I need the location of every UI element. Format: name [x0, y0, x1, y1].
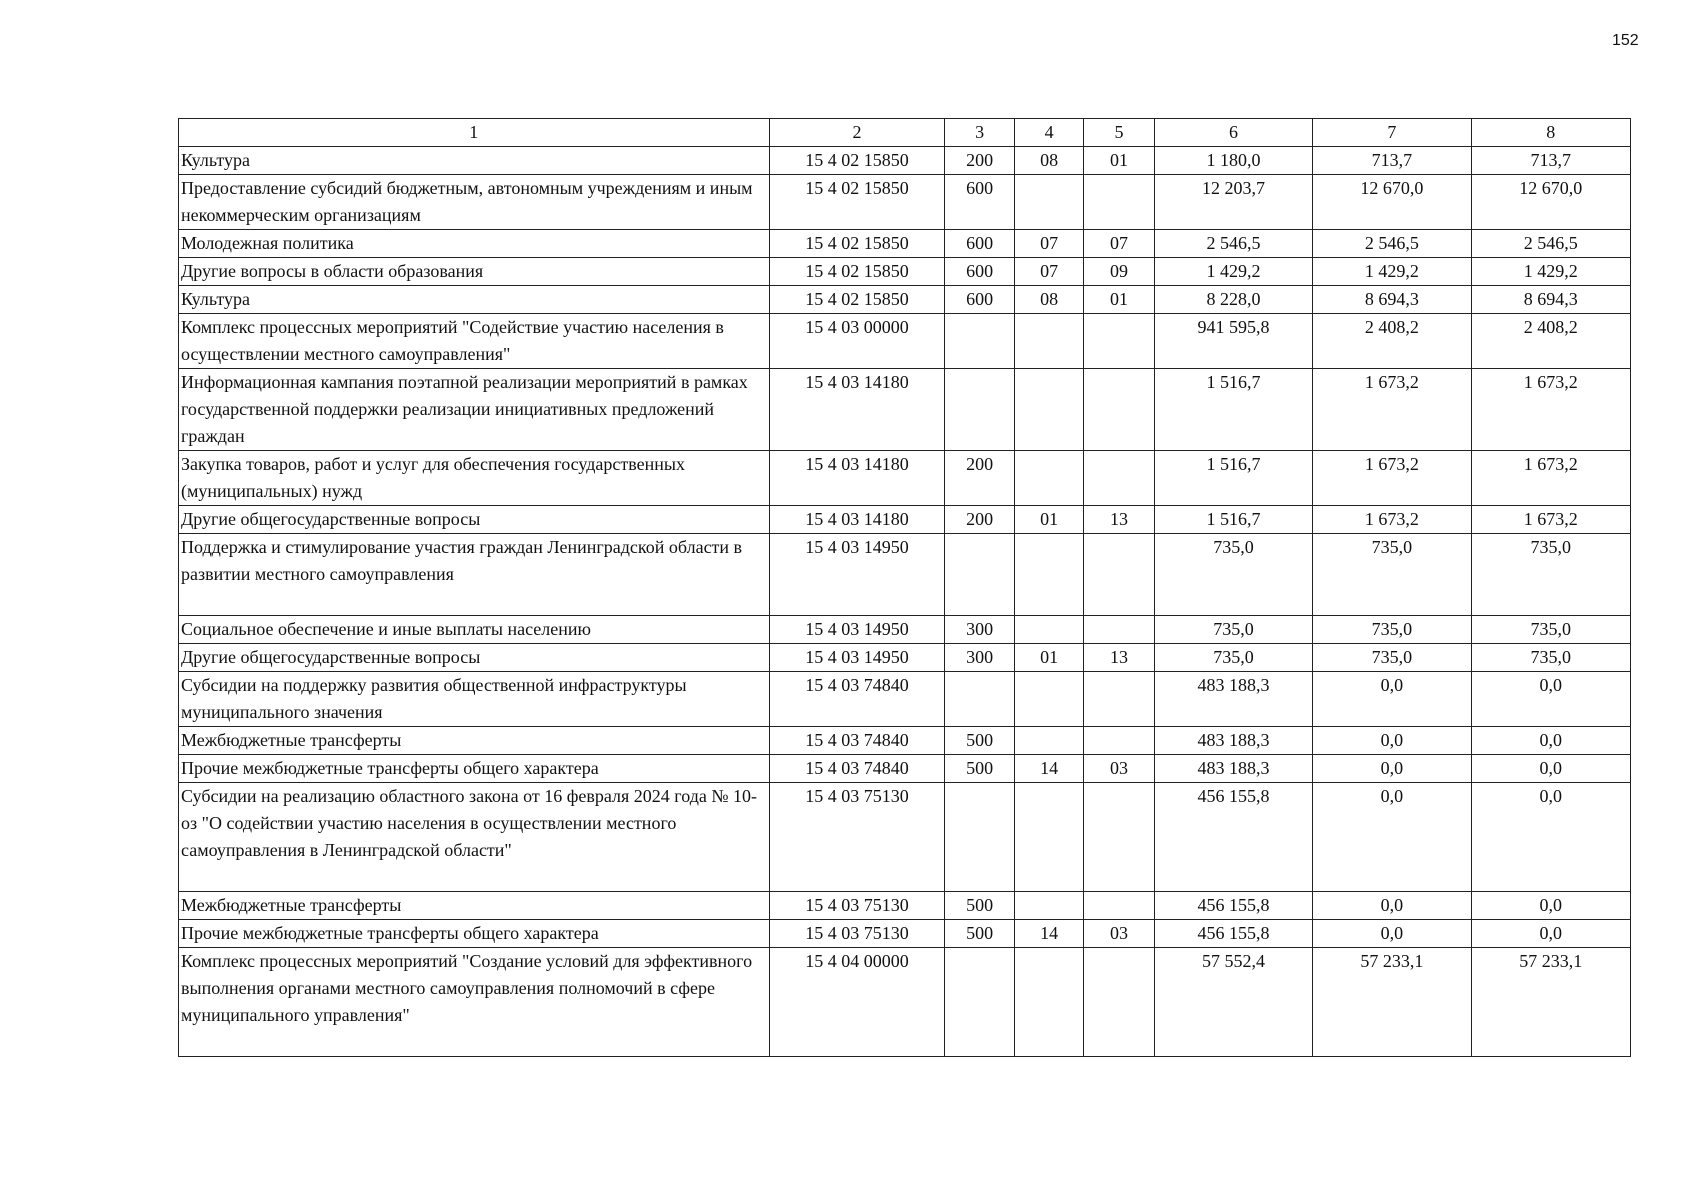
row-value7-cell: 0,0: [1313, 727, 1471, 755]
row-col3-cell: [945, 783, 1014, 892]
row-value8-cell: 0,0: [1471, 672, 1630, 727]
row-col3-cell: 200: [945, 451, 1014, 506]
table-row: [179, 616, 1631, 644]
row-value8-cell: 735,0: [1471, 616, 1630, 644]
table-row: [179, 147, 1631, 175]
row-value6-cell: 735,0: [1154, 644, 1312, 672]
row-col5-cell: 09: [1084, 258, 1155, 286]
row-value8-cell: 0,0: [1471, 892, 1630, 920]
row-value6-cell: 483 188,3: [1154, 672, 1312, 727]
table-row: [179, 286, 1631, 314]
table-row: [179, 258, 1631, 286]
row-col3-cell: 500: [945, 920, 1014, 948]
table-row: [179, 534, 1631, 616]
row-value7-cell: 2 546,5: [1313, 230, 1471, 258]
row-col5-cell: [1084, 534, 1155, 616]
row-value8-cell: 0,0: [1471, 727, 1630, 755]
row-value7-cell: 1 429,2: [1313, 258, 1471, 286]
row-code-cell: 15 4 03 75130: [769, 783, 945, 892]
row-name-cell: Поддержка и стимулирование участия граждан Ленинградской области в развитии местного самоуправления: [179, 534, 770, 616]
row-col4-cell: 08: [1014, 147, 1083, 175]
row-value7-cell: 735,0: [1313, 534, 1471, 616]
table-row: [179, 644, 1631, 672]
row-col3-cell: 200: [945, 506, 1014, 534]
row-col5-cell: 13: [1084, 644, 1155, 672]
row-code-cell: 15 4 03 74840: [769, 672, 945, 727]
row-col4-cell: 14: [1014, 755, 1083, 783]
row-value8-cell: 0,0: [1471, 783, 1630, 892]
row-value7-cell: 0,0: [1313, 892, 1471, 920]
row-code-cell: 15 4 03 14180: [769, 451, 945, 506]
row-name-cell: Субсидии на реализацию областного закона от 16 февраля 2024 года № 10-оз "О содействии участию населения в осуществлении местного самоуправления в Ленинградской области": [179, 783, 770, 892]
table-row: [179, 755, 1631, 783]
row-col4-cell: [1014, 616, 1083, 644]
row-name-cell: Культура: [179, 147, 770, 175]
row-value7-cell: 735,0: [1313, 644, 1471, 672]
row-col4-cell: 07: [1014, 258, 1083, 286]
row-value6-cell: 735,0: [1154, 616, 1312, 644]
row-col4-cell: [1014, 948, 1083, 1057]
row-col5-cell: [1084, 948, 1155, 1057]
row-col4-cell: 01: [1014, 506, 1083, 534]
row-name-cell: Межбюджетные трансферты: [179, 892, 770, 920]
row-col5-cell: [1084, 175, 1155, 230]
row-name-cell: Культура: [179, 286, 770, 314]
row-code-cell: 15 4 02 15850: [769, 230, 945, 258]
row-value6-cell: 483 188,3: [1154, 727, 1312, 755]
row-col3-cell: 500: [945, 727, 1014, 755]
row-value6-cell: 57 552,4: [1154, 948, 1312, 1057]
row-value8-cell: 1 673,2: [1471, 451, 1630, 506]
header-cell: 4: [1014, 119, 1083, 147]
row-value8-cell: 1 429,2: [1471, 258, 1630, 286]
row-name-cell: Комплекс процессных мероприятий "Содействие участию населения в осуществлении местного самоуправления": [179, 314, 770, 369]
row-code-cell: 15 4 03 14950: [769, 534, 945, 616]
row-col3-cell: 600: [945, 258, 1014, 286]
table-row: [179, 314, 1631, 369]
row-col5-cell: [1084, 727, 1155, 755]
row-value8-cell: 12 670,0: [1471, 175, 1630, 230]
row-name-cell: Прочие межбюджетные трансферты общего характера: [179, 920, 770, 948]
row-col3-cell: [945, 369, 1014, 451]
table-row: [179, 506, 1631, 534]
row-col3-cell: 500: [945, 755, 1014, 783]
row-code-cell: 15 4 03 00000: [769, 314, 945, 369]
row-value8-cell: 1 673,2: [1471, 506, 1630, 534]
row-value7-cell: 8 694,3: [1313, 286, 1471, 314]
table-row: [179, 920, 1631, 948]
row-col3-cell: [945, 672, 1014, 727]
row-name-cell: Закупка товаров, работ и услуг для обеспечения государственных (муниципальных) нужд: [179, 451, 770, 506]
row-value7-cell: 0,0: [1313, 920, 1471, 948]
row-value8-cell: 0,0: [1471, 755, 1630, 783]
row-code-cell: 15 4 03 74840: [769, 727, 945, 755]
header-cell: 6: [1154, 119, 1312, 147]
row-name-cell: Комплекс процессных мероприятий "Создание условий для эффективного выполнения органами местного самоуправления полномочий в сфере муниципального управления": [179, 948, 770, 1057]
row-code-cell: 15 4 03 74840: [769, 755, 945, 783]
row-value7-cell: 735,0: [1313, 616, 1471, 644]
row-name-cell: Субсидии на поддержку развития общественной инфраструктуры муниципального значения: [179, 672, 770, 727]
row-code-cell: 15 4 04 00000: [769, 948, 945, 1057]
row-col4-cell: 08: [1014, 286, 1083, 314]
row-value6-cell: 456 155,8: [1154, 892, 1312, 920]
row-col5-cell: [1084, 451, 1155, 506]
header-cell: 7: [1313, 119, 1471, 147]
row-code-cell: 15 4 02 15850: [769, 175, 945, 230]
header-cell: 2: [769, 119, 945, 147]
row-code-cell: 15 4 03 75130: [769, 892, 945, 920]
row-value6-cell: 456 155,8: [1154, 783, 1312, 892]
row-col4-cell: [1014, 672, 1083, 727]
row-col5-cell: 01: [1084, 286, 1155, 314]
row-col5-cell: [1084, 892, 1155, 920]
row-col3-cell: [945, 948, 1014, 1057]
row-name-cell: Молодежная политика: [179, 230, 770, 258]
row-code-cell: 15 4 03 14950: [769, 616, 945, 644]
row-col5-cell: 03: [1084, 920, 1155, 948]
row-col3-cell: [945, 534, 1014, 616]
table-header-row: [179, 119, 1631, 147]
row-value8-cell: 2 546,5: [1471, 230, 1630, 258]
row-value6-cell: 1 516,7: [1154, 506, 1312, 534]
header-cell: 3: [945, 119, 1014, 147]
row-value8-cell: 1 673,2: [1471, 369, 1630, 451]
row-col5-cell: [1084, 369, 1155, 451]
row-value7-cell: 57 233,1: [1313, 948, 1471, 1057]
row-value8-cell: 735,0: [1471, 534, 1630, 616]
row-value8-cell: 2 408,2: [1471, 314, 1630, 369]
budget-table: [178, 118, 1631, 1057]
row-col4-cell: [1014, 369, 1083, 451]
row-col3-cell: 600: [945, 286, 1014, 314]
row-col5-cell: [1084, 783, 1155, 892]
table-row: [179, 783, 1631, 892]
row-col3-cell: 600: [945, 230, 1014, 258]
row-value8-cell: 57 233,1: [1471, 948, 1630, 1057]
row-name-cell: Предоставление субсидий бюджетным, автономным учреждениям и иным некоммерческим организациям: [179, 175, 770, 230]
table-row: [179, 892, 1631, 920]
table-row: [179, 451, 1631, 506]
row-value6-cell: 483 188,3: [1154, 755, 1312, 783]
row-value6-cell: 8 228,0: [1154, 286, 1312, 314]
row-value6-cell: 735,0: [1154, 534, 1312, 616]
row-col4-cell: [1014, 892, 1083, 920]
row-value7-cell: 0,0: [1313, 672, 1471, 727]
row-col5-cell: [1084, 672, 1155, 727]
row-value6-cell: 941 595,8: [1154, 314, 1312, 369]
table-row: [179, 948, 1631, 1057]
row-col5-cell: 13: [1084, 506, 1155, 534]
row-value7-cell: 12 670,0: [1313, 175, 1471, 230]
row-value8-cell: 713,7: [1471, 147, 1630, 175]
row-value7-cell: 0,0: [1313, 755, 1471, 783]
row-value6-cell: 2 546,5: [1154, 230, 1312, 258]
row-value6-cell: 1 516,7: [1154, 369, 1312, 451]
row-col5-cell: 01: [1084, 147, 1155, 175]
row-col5-cell: [1084, 314, 1155, 369]
row-value8-cell: 735,0: [1471, 644, 1630, 672]
row-name-cell: Другие вопросы в области образования: [179, 258, 770, 286]
row-col5-cell: [1084, 616, 1155, 644]
row-code-cell: 15 4 02 15850: [769, 258, 945, 286]
row-col3-cell: 500: [945, 892, 1014, 920]
header-cell: 1: [179, 119, 770, 147]
row-col4-cell: 14: [1014, 920, 1083, 948]
row-value7-cell: 2 408,2: [1313, 314, 1471, 369]
row-value7-cell: 1 673,2: [1313, 451, 1471, 506]
row-value7-cell: 0,0: [1313, 783, 1471, 892]
row-value6-cell: 12 203,7: [1154, 175, 1312, 230]
row-value6-cell: 456 155,8: [1154, 920, 1312, 948]
row-value7-cell: 1 673,2: [1313, 369, 1471, 451]
table-row: [179, 369, 1631, 451]
row-name-cell: Межбюджетные трансферты: [179, 727, 770, 755]
row-name-cell: Другие общегосударственные вопросы: [179, 506, 770, 534]
header-cell: 8: [1471, 119, 1630, 147]
row-value7-cell: 713,7: [1313, 147, 1471, 175]
table-row: [179, 727, 1631, 755]
row-value6-cell: 1 180,0: [1154, 147, 1312, 175]
row-col5-cell: 07: [1084, 230, 1155, 258]
row-col4-cell: [1014, 175, 1083, 230]
row-col4-cell: [1014, 727, 1083, 755]
row-col4-cell: [1014, 314, 1083, 369]
row-col3-cell: [945, 314, 1014, 369]
row-value8-cell: 8 694,3: [1471, 286, 1630, 314]
row-code-cell: 15 4 03 14950: [769, 644, 945, 672]
row-col3-cell: 200: [945, 147, 1014, 175]
row-name-cell: Социальное обеспечение и иные выплаты населению: [179, 616, 770, 644]
row-col3-cell: 300: [945, 644, 1014, 672]
row-col5-cell: 03: [1084, 755, 1155, 783]
row-col4-cell: 07: [1014, 230, 1083, 258]
row-col4-cell: 01: [1014, 644, 1083, 672]
table-row: [179, 175, 1631, 230]
row-col4-cell: [1014, 783, 1083, 892]
table-row: [179, 672, 1631, 727]
row-code-cell: 15 4 03 14180: [769, 506, 945, 534]
row-value6-cell: 1 429,2: [1154, 258, 1312, 286]
row-col3-cell: 600: [945, 175, 1014, 230]
row-code-cell: 15 4 02 15850: [769, 286, 945, 314]
row-col4-cell: [1014, 534, 1083, 616]
row-name-cell: Информационная кампания поэтапной реализации мероприятий в рамках государственной поддержки реализации инициативных предложений граждан: [179, 369, 770, 451]
row-code-cell: 15 4 03 14180: [769, 369, 945, 451]
row-code-cell: 15 4 02 15850: [769, 147, 945, 175]
row-name-cell: Прочие межбюджетные трансферты общего характера: [179, 755, 770, 783]
table-row: [179, 230, 1631, 258]
row-name-cell: Другие общегосударственные вопросы: [179, 644, 770, 672]
row-col3-cell: 300: [945, 616, 1014, 644]
header-cell: 5: [1084, 119, 1155, 147]
row-value7-cell: 1 673,2: [1313, 506, 1471, 534]
row-value8-cell: 0,0: [1471, 920, 1630, 948]
row-col4-cell: [1014, 451, 1083, 506]
row-value6-cell: 1 516,7: [1154, 451, 1312, 506]
row-code-cell: 15 4 03 75130: [769, 920, 945, 948]
page-number: 152: [1612, 32, 1639, 49]
